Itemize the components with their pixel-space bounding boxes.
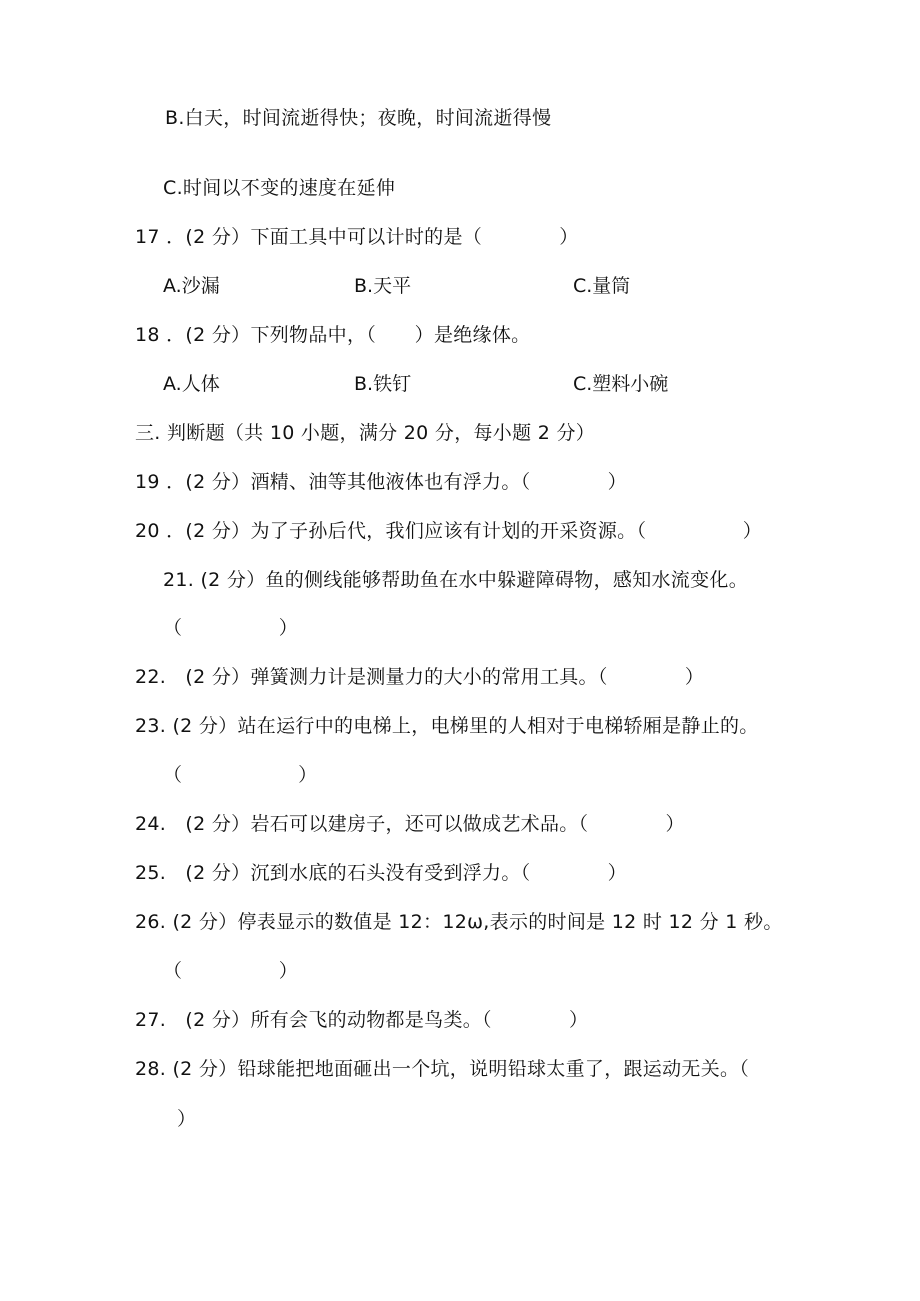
q17-stem: 17 ．(2 分）下面工具中可以计时的是（ ） bbox=[135, 226, 579, 248]
q28-answer-blank: ） bbox=[177, 1108, 197, 1130]
q18-option-c: C.塑料小碗 bbox=[573, 373, 669, 395]
q18-option-a: A.人体 bbox=[163, 373, 220, 395]
q26-answer-blank: （ ） bbox=[163, 960, 299, 982]
q17-option-b: B.天平 bbox=[354, 275, 412, 297]
q17-option-c: C.量筒 bbox=[573, 275, 631, 297]
q17-option-a: A.沙漏 bbox=[163, 275, 220, 297]
q28: 28. (2 分）铅球能把地面砸出一个坑，说明铅球太重了，跟运动无关。（ bbox=[135, 1058, 750, 1080]
q25: 25. (2 分）沉到水底的石头没有受到浮力。（ ） bbox=[135, 862, 627, 884]
q21-answer-blank: （ ） bbox=[163, 617, 299, 639]
q26: 26. (2 分）停表显示的数值是 12：12ω,表示的时间是 12 时 12 分 1 秒。 bbox=[135, 911, 783, 933]
q22: 22. (2 分）弹簧测力计是测量力的大小的常用工具。（ ） bbox=[135, 666, 705, 688]
q20: 20 ．(2 分）为了子孙后代，我们应该有计划的开采资源。（ ） bbox=[135, 520, 763, 542]
q24: 24. (2 分）岩石可以建房子，还可以做成艺术品。（ ） bbox=[135, 813, 685, 835]
section3-heading: 三. 判断题（共 10 小题，满分 20 分，每小题 2 分） bbox=[135, 422, 596, 444]
q18-option-b: B.铁钉 bbox=[354, 373, 412, 395]
q19: 19 ．(2 分）酒精、油等其他液体也有浮力。（ ） bbox=[135, 471, 627, 493]
q23-answer-blank: （ ） bbox=[163, 764, 318, 786]
q23: 23. (2 分）站在运行中的电梯上，电梯里的人相对于电梯轿厢是静止的。 bbox=[135, 715, 759, 737]
q27: 27. (2 分）所有会飞的动物都是鸟类。（ ） bbox=[135, 1009, 589, 1031]
q18-stem: 18 ．(2 分）下列物品中，（ ）是绝缘体。 bbox=[135, 324, 531, 346]
q16-option-b: B.白天，时间流逝得快；夜晚，时间流逝得慢 bbox=[165, 107, 552, 129]
q21: 21. (2 分）鱼的侧线能够帮助鱼在水中躲避障碍物，感知水流变化。 bbox=[163, 569, 748, 591]
q16-option-c: C.时间以不变的速度在延伸 bbox=[163, 177, 396, 199]
